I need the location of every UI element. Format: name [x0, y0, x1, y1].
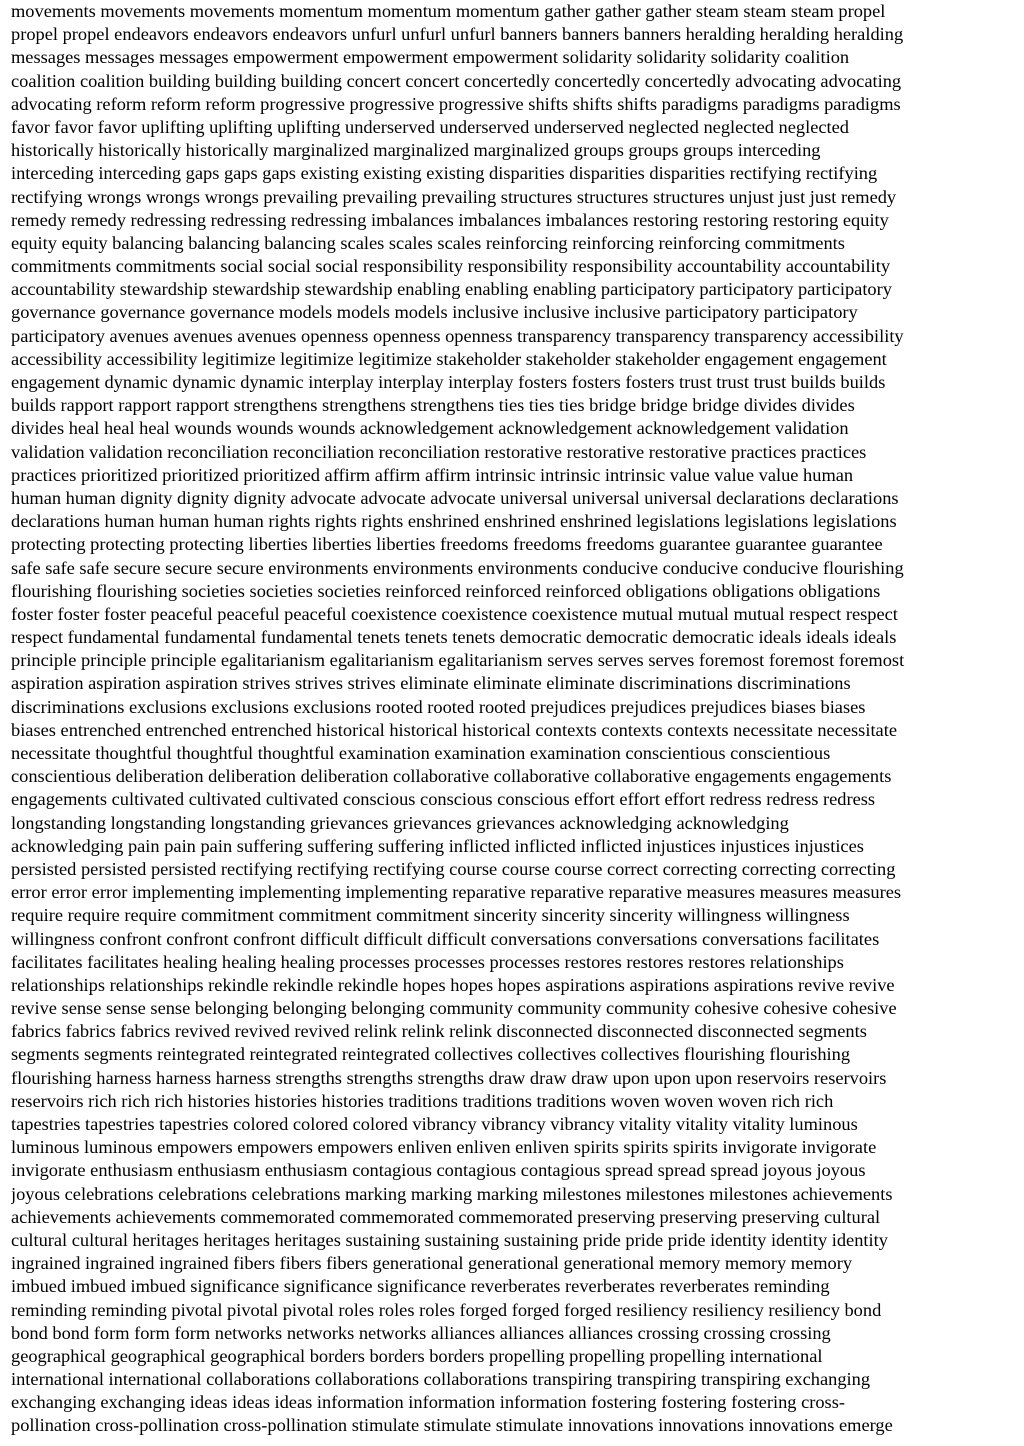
text-line: flourishing harness harness harness strengths strengths strengths draw draw draw upon upon upon reservoirs reservoirs: [11, 1067, 887, 1088]
text-line: geographical geographical geographical borders borders borders propelling propelling propelling international: [11, 1345, 823, 1366]
text-line: practices prioritized prioritized prioritized affirm affirm affirm intrinsic intrinsic intrinsic value value value human: [11, 464, 854, 485]
text-line: conscientious deliberation deliberation deliberation collaborative collaborative collaborative engagements engagements: [11, 766, 892, 787]
text-line: propel propel endeavors endeavors endeavors unfurl unfurl unfurl banners banners banners heralding heralding heralding: [11, 24, 904, 45]
text-line: longstanding longstanding longstanding grievances grievances grievances acknowledging acknowledging: [11, 812, 789, 833]
text-line: governance governance governance models models models inclusive inclusive inclusive participatory participatory: [11, 302, 858, 323]
text-line: messages messages messages empowerment empowerment empowerment solidarity solidarity solidarity coalition: [11, 47, 850, 68]
text-line: segments segments reintegrated reintegrated reintegrated collectives collectives collectives flourishing flourishing: [11, 1044, 851, 1065]
text-line: safe safe safe secure secure secure environments environments environments conducive conducive conducive flourishing: [11, 557, 904, 578]
text-line: ingrained ingrained ingrained fibers fibers fibers generational generational generational memory memory memory: [11, 1253, 853, 1274]
text-line: advocating reform reform reform progressive progressive progressive shifts shifts shifts paradigms paradigms paradigms: [11, 93, 901, 114]
text-line: validation validation reconciliation reconciliation reconciliation restorative restorative restorative practices practices: [11, 441, 867, 462]
text-line: aspiration aspiration aspiration strives strives strives eliminate eliminate eliminate discriminations discriminations: [11, 673, 851, 694]
text-line: joyous celebrations celebrations celebrations marking marking marking milestones milestones milestones achievements: [11, 1183, 893, 1204]
text-line: foster foster foster peaceful peaceful peaceful coexistence coexistence coexistence mutual mutual mutual respect respect: [11, 603, 898, 624]
text-line: relationships relationships rekindle rekindle rekindle hopes hopes hopes aspirations aspirations aspirations revive revive: [11, 974, 895, 995]
text-line: invigorate enthusiasm enthusiasm enthusiasm contagious contagious contagious spread spread spread joyous joyous: [11, 1160, 866, 1181]
text-line: historically historically historically marginalized marginalized marginalized groups groups groups interceding: [11, 140, 821, 161]
text-line: cultural cultural heritages heritages heritages sustaining sustaining sustaining pride pride pride identity identity identity: [11, 1229, 888, 1250]
text-line: acknowledging pain pain pain suffering suffering suffering inflicted inflicted inflicted injustices injustices injustices: [11, 835, 864, 856]
text-line: facilitates facilitates healing healing healing processes processes processes restores restores restores relationships: [11, 951, 844, 972]
text-line: protecting protecting protecting liberties liberties liberties freedoms freedoms freedoms guarantee guarantee guarantee: [11, 534, 883, 555]
text-line: equity equity balancing balancing balancing scales scales scales reinforcing reinforcing reinforcing commitments: [11, 232, 845, 253]
text-line: international international collaborations collaborations collaborations transpiring transpiring transpiring exchanging: [11, 1369, 871, 1390]
text-line: accessibility accessibility legitimize legitimize legitimize stakeholder stakeholder stakeholder engagement engagement: [11, 348, 887, 369]
text-line: principle principle principle egalitarianism egalitarianism egalitarianism serves serves serves foremost foremost foremost: [11, 650, 905, 671]
text-line: participatory avenues avenues avenues openness openness openness transparency transparency transparency accessibility: [11, 325, 904, 346]
text-line: commitments commitments social social social responsibility responsibility responsibility accountability accountability: [11, 256, 891, 277]
text-line: accountability stewardship stewardship stewardship enabling enabling enabling participatory participatory participatory: [11, 279, 892, 300]
text-line: error error error implementing implementing implementing reparative reparative reparative measures measures measures: [11, 882, 902, 903]
text-line: movements movements movements momentum momentum momentum gather gather gather steam steam steam propel: [11, 1, 886, 21]
text-line: exchanging exchanging ideas ideas ideas information information information fostering fostering fostering cross-: [11, 1392, 845, 1413]
text-line: remedy remedy redressing redressing redressing imbalances imbalances imbalances restoring restoring restoring equity: [11, 209, 889, 230]
text-line: fabrics fabrics fabrics revived revived revived relink relink relink disconnected disconnected disconnected segments: [11, 1021, 867, 1042]
text-line: biases entrenched entrenched entrenched historical historical historical contexts contexts contexts necessitate necessitate: [11, 719, 897, 740]
text-line: builds rapport rapport rapport strengthens strengthens strengthens ties ties ties bridge bridge bridge divides divides: [11, 395, 855, 416]
text-line: tapestries tapestries tapestries colored colored colored vibrancy vibrancy vibrancy vitality vitality vitality luminous: [11, 1114, 858, 1134]
text-line: require require require commitment commitment commitment sincerity sincerity sincerity willingness willingness: [11, 905, 850, 926]
text-line: persisted persisted persisted rectifying rectifying rectifying course course course correct correcting correcting correcting: [11, 858, 896, 879]
text-line: reminding reminding pivotal pivotal pivotal roles roles roles forged forged forged resiliency resiliency resiliency bond: [11, 1299, 882, 1320]
text-line: achievements achievements commemorated commemorated commemorated preserving preserving preserving cultural: [11, 1206, 881, 1227]
text-line: favor favor favor uplifting uplifting uplifting underserved underserved underserved neglected neglected neglected: [11, 116, 849, 137]
text-line: revive sense sense sense belonging belonging belonging community community community cohesive cohesive cohesive: [11, 998, 897, 1019]
text-line: flourishing flourishing societies societies societies reinforced reinforced reinforced obligations obligations obligations: [11, 580, 881, 601]
text-line: declarations human human human rights rights rights enshrined enshrined enshrined legislations legislations legislations: [11, 511, 897, 532]
text-line: discriminations exclusions exclusions exclusions rooted rooted rooted prejudices prejudices prejudices biases biases: [11, 696, 866, 717]
text-line: luminous luminous empowers empowers empowers enliven enliven enliven spirits spirits spirits invigorate invigorate: [11, 1137, 877, 1158]
text-line: pollination cross-pollination cross-pollination stimulate stimulate stimulate innovations innovations innovations emerge: [11, 1415, 893, 1436]
text-line: human human dignity dignity dignity advocate advocate advocate universal universal universal declarations declarations: [11, 487, 899, 508]
text-line: reservoirs rich rich rich histories histories histories traditions traditions traditions woven woven woven rich rich: [11, 1090, 834, 1111]
text-line: interceding interceding gaps gaps gaps existing existing existing disparities disparities disparities rectifying rectifying: [11, 163, 878, 184]
text-line: necessitate thoughtful thoughtful thoughtful examination examination examination conscientious conscientious: [11, 743, 831, 763]
text-line: bond bond form form form networks networks networks alliances alliances alliances crossing crossing crossing: [11, 1322, 831, 1343]
text-line: engagements cultivated cultivated cultivated conscious conscious conscious effort effort effort redress redress redress: [11, 789, 876, 810]
text-line: rectifying wrongs wrongs wrongs prevailing prevailing prevailing structures structures structures unjust just just remedy: [11, 186, 897, 207]
text-line: willingness confront confront confront difficult difficult difficult conversations conversations conversations facilitates: [11, 928, 880, 949]
text-line: imbued imbued imbued significance significance significance reverberates reverberates reverberates reminding: [11, 1276, 830, 1297]
text-line: coalition coalition building building building concert concert concertedly concertedly concertedly advocating advocating: [11, 70, 902, 91]
text-line: divides heal heal heal wounds wounds wounds acknowledgement acknowledgement acknowledgement validation: [11, 418, 849, 439]
text-line: engagement dynamic dynamic dynamic interplay interplay interplay fosters fosters fosters trust trust trust builds builds: [11, 372, 886, 392]
text-line: respect fundamental fundamental fundamental tenets tenets tenets democratic democratic democratic ideals ideals ideals: [11, 627, 897, 648]
